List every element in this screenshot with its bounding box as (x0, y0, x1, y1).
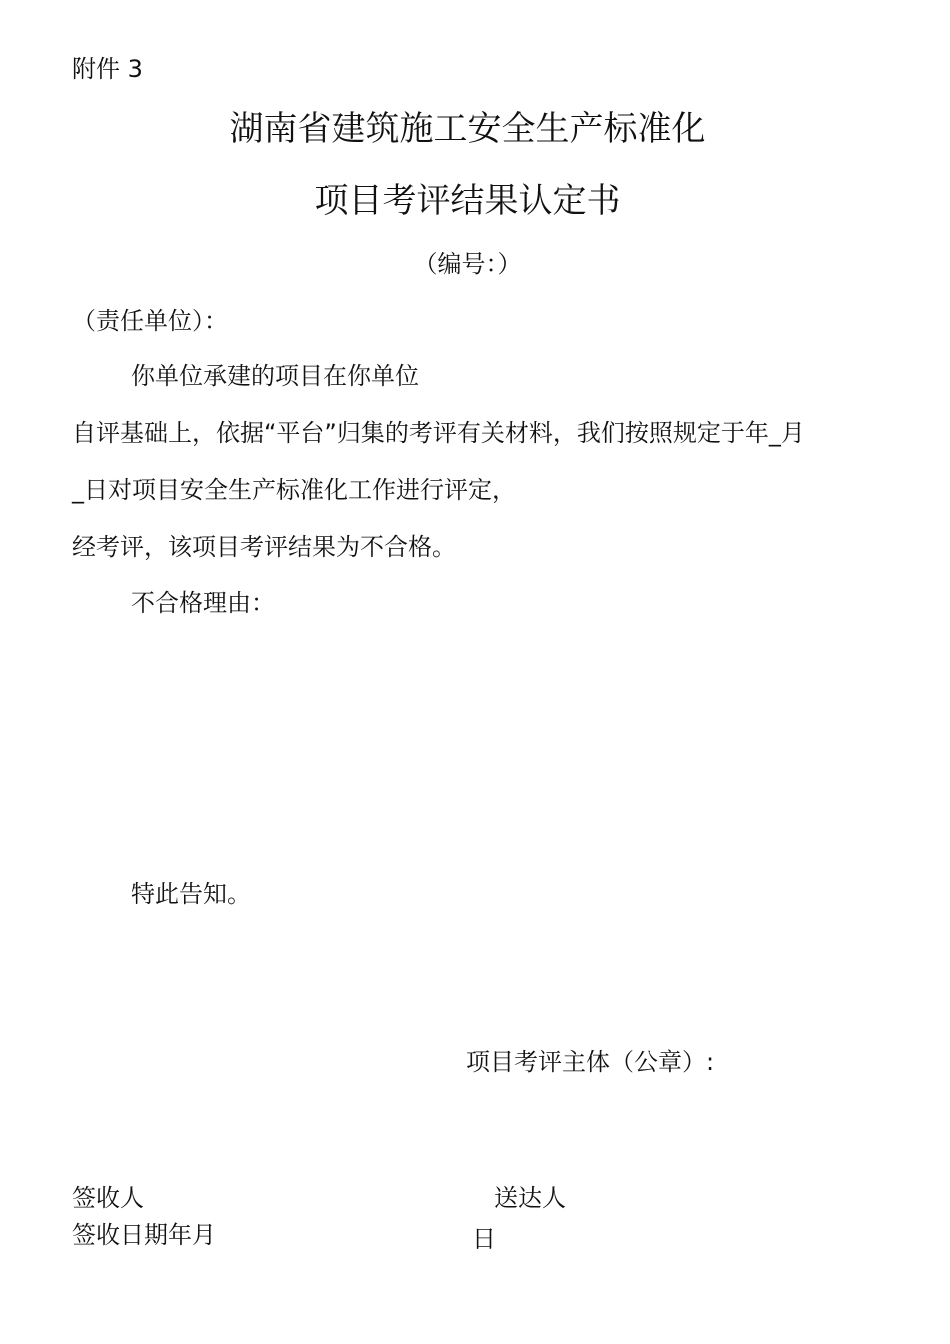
day-label: 日 (472, 1225, 496, 1253)
responsible-unit-label: （责任单位）： (72, 307, 228, 335)
body-line-1: 你单位承建的项目在你单位 (131, 362, 419, 390)
attachment-label: 附件 3 (72, 55, 143, 83)
issuer-seal-label: 项目考评主体（公章）: (466, 1048, 715, 1076)
serial-number: （编号：） (413, 250, 522, 278)
notice-text: 特此告知。 (131, 880, 251, 908)
sender-label: 送达人 (494, 1184, 566, 1212)
body-line-2: 自评基础上，依据“平台”归集的考评有关材料，我们按照规定于年_月 (72, 419, 805, 447)
document-title-line1: 湖南省建筑施工安全生产标准化 (229, 109, 706, 149)
receiver-label: 签收人 (72, 1184, 144, 1212)
fail-reason-label: 不合格理由： (131, 589, 275, 617)
body-line-4: 经考评，该项目考评结果为不合格。 (72, 533, 456, 561)
body-line-3: _日对项目安全生产标准化工作进行评定， (72, 476, 516, 504)
receipt-date-label: 签收日期年月 (72, 1221, 216, 1249)
document-title-line2: 项目考评结果认定书 (314, 181, 621, 221)
